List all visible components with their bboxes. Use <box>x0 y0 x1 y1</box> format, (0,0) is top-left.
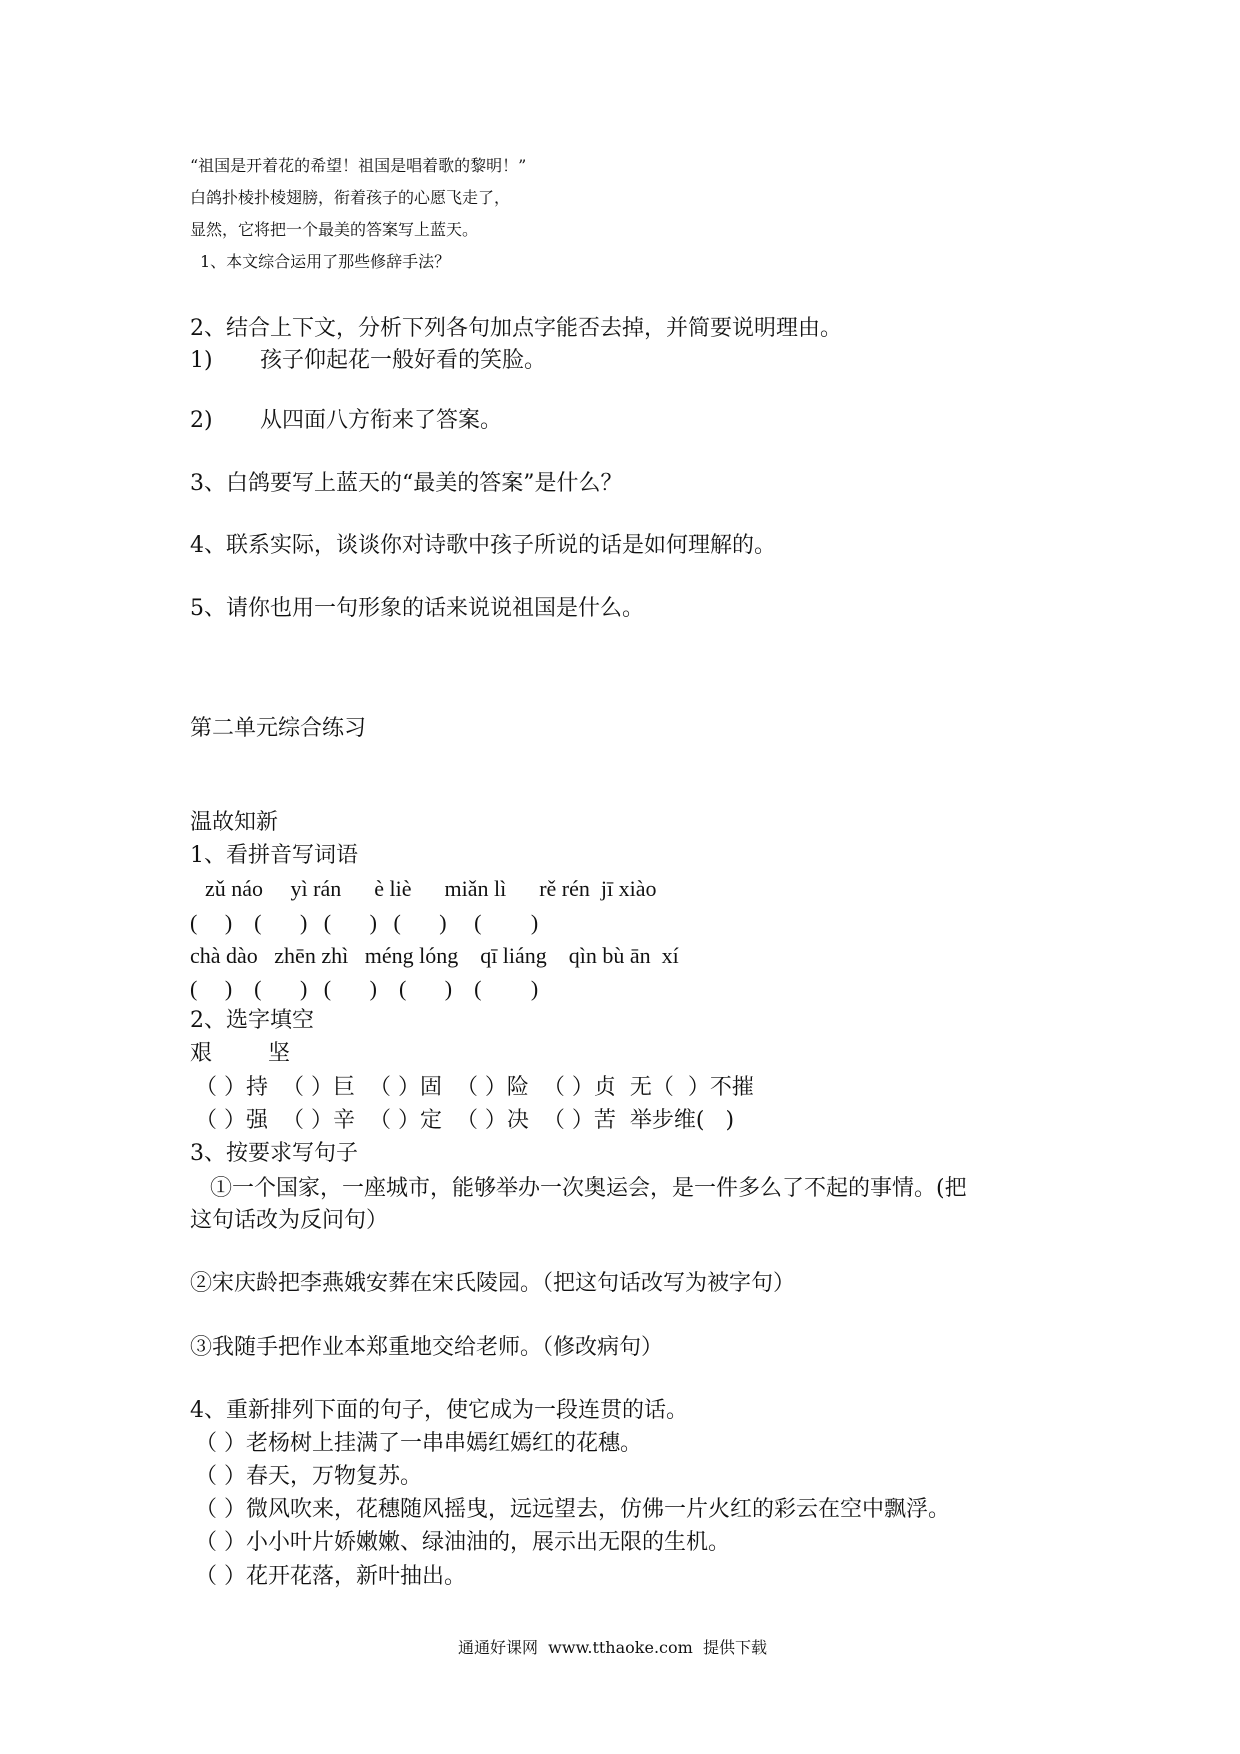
question-5: 5、请你也用一句形象的话来说说祖国是什么。 <box>190 596 644 621</box>
question-3: 3、白鸽要写上蓝天的“最美的答案”是什么？ <box>190 471 623 496</box>
section-2-chars: 艰 坚 <box>190 1041 290 1066</box>
section-3-item-2: ②宋庆龄把李燕娥安葬在宋氏陵园。（把这句话改写为被字句） <box>190 1271 796 1296</box>
question-1: 1、本文综合运用了那些修辞手法？ <box>200 252 451 271</box>
section-3-title: 3、按要求写句子 <box>190 1141 358 1166</box>
blank-row-2: ( ) ( ) ( ) ( ) ( ) <box>190 976 539 1001</box>
question-2-item-1 <box>190 350 546 372</box>
question-4: 4、联系实际，谈谈你对诗歌中孩子所说的话是如何理解的。 <box>190 533 776 558</box>
review-heading: 温故知新 <box>190 810 279 835</box>
section-4-item: （ ）微风吹来，花穗随风摇曳，远远望去，仿佛一片火红的彩云在空中飘浮。 <box>195 1497 950 1522</box>
item-number: 2) <box>190 408 213 433</box>
blank-row-1: ( ) ( ) ( ) ( ) ( ) <box>190 910 539 935</box>
unit-title: 第二单元综合练习 <box>190 716 367 741</box>
poem-line-2: 白鸽扑棱扑棱翅膀，衔着孩子的心愿飞走了， <box>190 188 511 207</box>
section-3-item-3: ③我随手把作业本郑重地交给老师。（修改病句） <box>190 1335 664 1360</box>
item-number: 1) <box>190 348 213 373</box>
section-4-item: （ ）春天，万物复苏。 <box>195 1464 422 1489</box>
item-text: 从四面八方衔来了答案。 <box>260 408 503 433</box>
section-4-item: （ ）小小叶片娇嫩嫩、绿油油的，展示出无限的生机。 <box>195 1530 730 1555</box>
poem-line-1: “祖国是开着花的希望！祖国是唱着歌的黎明！” <box>190 156 527 175</box>
section-3-item-1-line-2: 这句话改为反问句） <box>190 1208 389 1233</box>
section-2-title: 2、选字填空 <box>190 1008 314 1033</box>
section-1-title: 1、看拼音写词语 <box>190 843 358 868</box>
footer-text: 通通好课网 www.tthaoke.com 提供下载 <box>458 1638 767 1657</box>
question-2-item-2 <box>190 410 502 432</box>
section-3-item-1-line-1: ①一个国家，一座城市，能够举办一次奥运会，是一件多么了不起的事情。(把 <box>210 1176 967 1201</box>
section-4-item: （ ）老杨树上挂满了一串串嫣红嫣红的花穗。 <box>195 1431 642 1456</box>
section-2-row-1: （ ）持 （ ）巨 （ ）固 （ ）险 （ ）贞 无（ ）不摧 <box>195 1075 754 1100</box>
section-2-row-2: （ ）强 （ ）辛 （ ）定 （ ）决 （ ）苦 举步维( ) <box>195 1108 735 1133</box>
section-4-item: （ ）花开花落，新叶抽出。 <box>195 1564 466 1589</box>
poem-line-3: 显然，它将把一个最美的答案写上蓝天。 <box>190 220 479 239</box>
pinyin-row-2: chà dào zhēn zhì méng lóng qī liáng qìn bù ān xí <box>190 943 679 968</box>
question-2: 2、结合上下文，分析下列各句加点字能否去掉，并简要说明理由。 <box>190 316 842 341</box>
section-4-title: 4、重新排列下面的句子，使它成为一段连贯的话。 <box>190 1398 688 1423</box>
item-text: 孩子仰起花一般好看的笑脸。 <box>260 348 547 373</box>
pinyin-row-1: zǔ náo yì rán è liè miǎn lì rě rén jī xiào <box>205 876 657 901</box>
